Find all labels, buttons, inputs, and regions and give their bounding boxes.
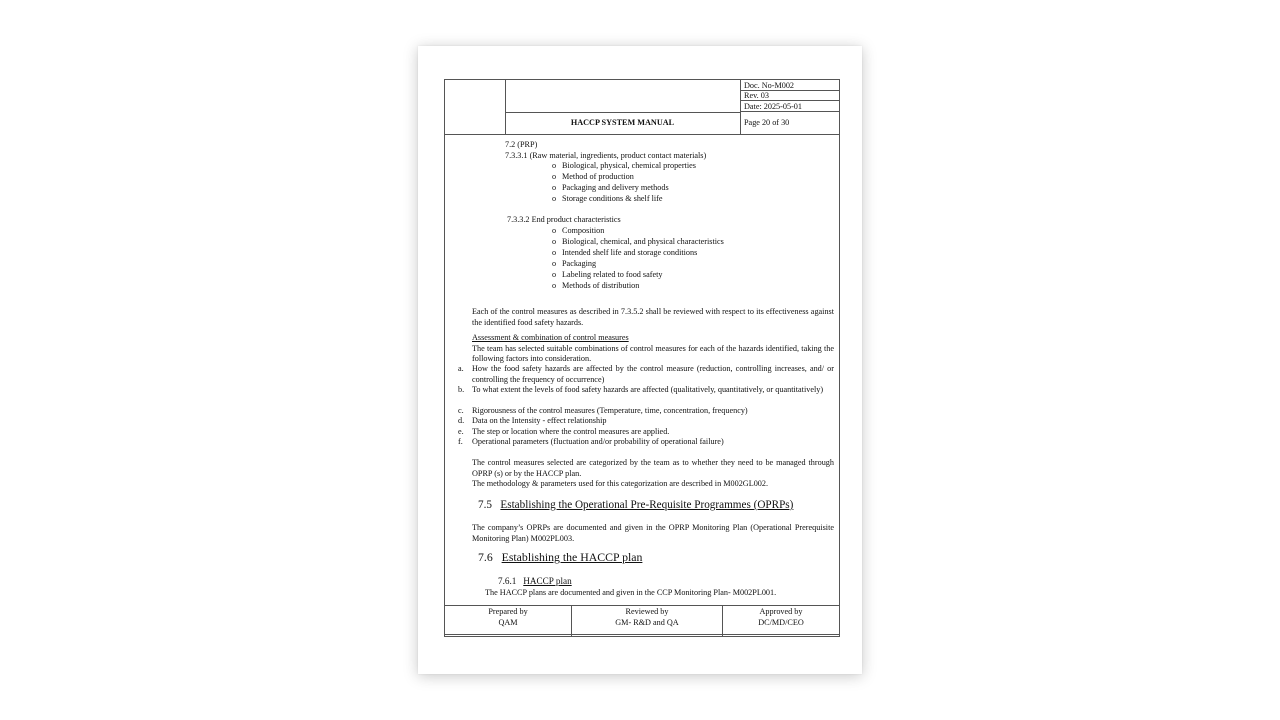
bullet-icon: o — [552, 281, 557, 290]
section-7-2: 7.2 (PRP) — [505, 140, 538, 149]
factor-item: d. Data on the Intensity - effect relationship — [458, 416, 607, 425]
bullet-icon: o — [552, 248, 557, 257]
categorize-paragraph: The control measures selected are categorized by the team as to whether they need to be managed through OPRP (s) or by the HACCP plan. — [472, 458, 834, 478]
bullet-icon: o — [552, 259, 557, 268]
bullet-icon: o — [552, 161, 557, 170]
page-number: Page 20 of 30 — [744, 118, 790, 127]
page-frame — [444, 79, 840, 637]
list-item: o Methods of distribution — [552, 281, 640, 290]
oprp-paragraph: The company’s OPRPs are documented and given in the OPRP Monitoring Plan (Operational Prerequisite Monitoring Plan) M002PL003. — [472, 523, 834, 543]
list-item: o Composition — [552, 226, 605, 235]
factor-item: a. How the food safety hazards are affected by the control measure (reduction, controlling increases, and/ or controlling the frequency of occurrence) — [458, 364, 834, 384]
bullet-icon: o — [552, 237, 557, 246]
signature-footer — [445, 605, 839, 637]
approved-cell — [723, 606, 839, 637]
prepared-cell — [445, 606, 572, 637]
doc-date: Date: 2025-05-01 — [740, 101, 840, 112]
list-item: o Packaging — [552, 259, 597, 268]
section-7-6-1-heading: 7.6.1 HACCP plan — [498, 576, 572, 586]
reviewed-value: GM- R&D and QA — [615, 617, 679, 627]
section-7-5-heading: 7.5 Establishing the Operational Pre-Requisite Programmes (OPRPs) — [478, 499, 794, 511]
section-7-3-3-1: 7.3.3.1 (Raw material, ingredients, product contact materials) — [505, 150, 707, 160]
assessment-heading: Assessment & combination of control measures — [472, 333, 629, 342]
section-7-3-3-2: 7.3.3.2 End product characteristics — [507, 215, 621, 224]
assessment-intro: The team has selected suitable combinations of control measures for each of the hazards identified, taking the following factors into consideration. — [472, 343, 834, 364]
haccp-plan-paragraph: The HACCP plans are documented and given in the CCP Monitoring Plan- M002PL001. — [485, 588, 777, 597]
list-item: o Intended shelf life and storage conditions — [552, 248, 698, 257]
prepared-value: QAM — [498, 617, 518, 627]
section-7-6-heading: 7.6 Establishing the HACCP plan — [478, 550, 643, 564]
manual-title: HACCP SYSTEM MANUAL — [505, 112, 741, 134]
bullet-icon: o — [552, 194, 557, 203]
methodology-paragraph: The methodology & parameters used for this categorization are described in M002GL002. — [472, 478, 769, 488]
factor-item: b. To what extent the levels of food safety hazards are affected (qualitatively, quantitatively, or quantitatively) — [458, 385, 824, 394]
logo-cell — [445, 80, 506, 134]
document-header — [445, 80, 839, 135]
footer-divider — [445, 634, 839, 635]
bullet-icon: o — [552, 183, 557, 192]
bullet-icon: o — [552, 226, 557, 235]
approved-label: Approved by — [759, 607, 803, 616]
list-item: o Storage conditions & shelf life — [552, 194, 663, 203]
list-item: o Biological, chemical, and physical characteristics — [552, 237, 724, 246]
reviewed-label: Reviewed by — [625, 607, 669, 616]
list-item: o Method of production — [552, 172, 634, 181]
factor-item: f. Operational parameters (fluctuation and/or probability of operational failure) — [458, 437, 724, 446]
list-item: o Labeling related to food safety — [552, 270, 663, 279]
factor-item: c. Rigorousness of the control measures (Temperature, time, concentration, frequency) — [458, 405, 748, 415]
doc-number: Doc. No-M002 — [740, 80, 840, 91]
bullet-icon: o — [552, 270, 557, 279]
revision: Rev. 03 — [740, 91, 840, 101]
reviewed-cell — [572, 606, 723, 637]
factor-item: e. The step or location where the control measures are applied. — [458, 426, 670, 436]
header-blank-cell — [505, 80, 741, 113]
list-item: o Biological, physical, chemical properties — [552, 161, 696, 170]
document-page — [418, 46, 862, 674]
bullet-icon: o — [552, 172, 557, 181]
prepared-label: Prepared by — [488, 607, 528, 616]
list-item: o Packaging and delivery methods — [552, 183, 669, 192]
review-paragraph: Each of the control measures as described in 7.3.5.2 shall be reviewed with respect to its effectiveness against the identified food safety hazards. — [472, 307, 834, 327]
approved-value: DC/MD/CEO — [758, 617, 804, 627]
